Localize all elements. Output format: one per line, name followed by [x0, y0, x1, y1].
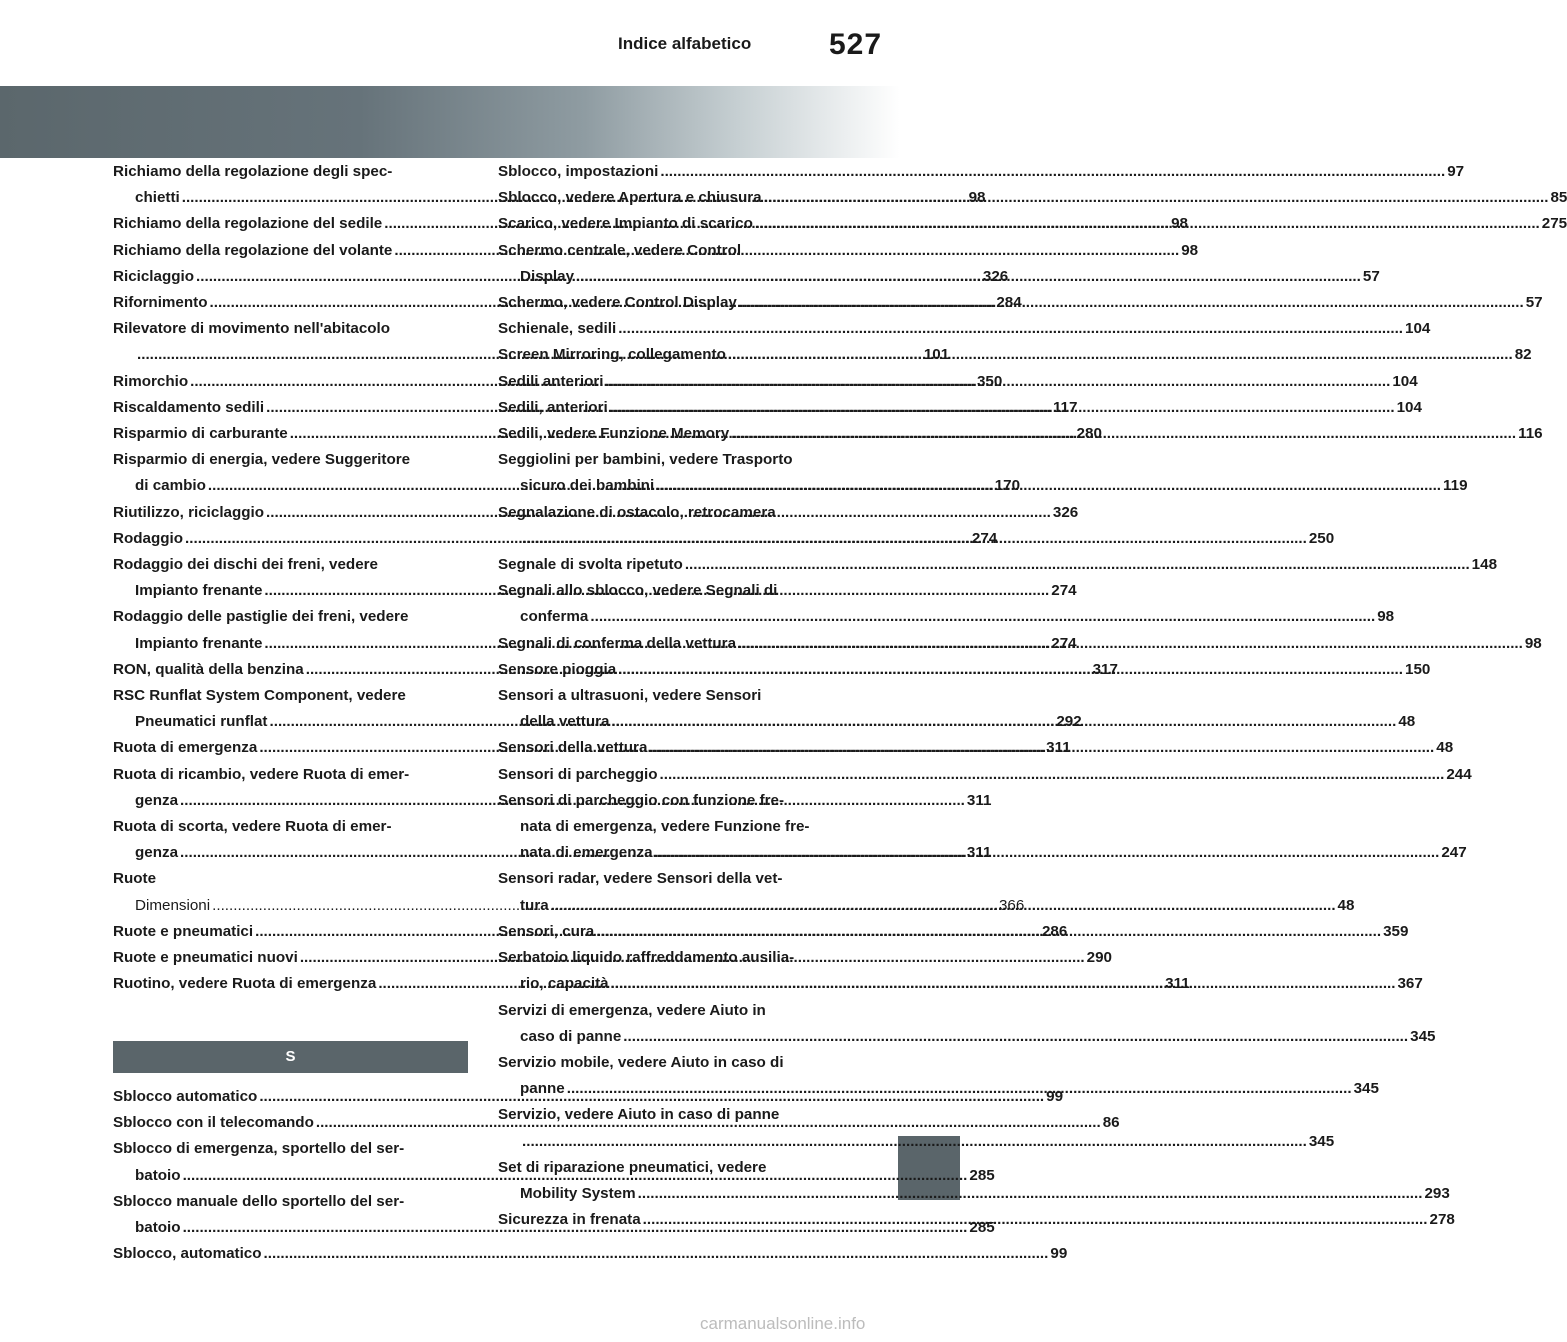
index-entry-label: Richiamo della regolazione del sedile — [113, 215, 383, 233]
index-entry-label: genza — [135, 844, 179, 862]
index-page-ref: 101 — [923, 346, 950, 364]
index-entry-label: Ruota di emergenza — [113, 739, 258, 757]
index-leader-dots — [606, 369, 1391, 395]
index-entry-label: Sedili anteriori — [498, 372, 604, 390]
watermark: carmanualsonline.info — [700, 1314, 866, 1333]
index-entry-label: Rodaggio — [113, 529, 184, 547]
index-entry — [498, 762, 1472, 788]
index-entry — [113, 526, 998, 552]
index-page-ref: 345 — [1353, 1080, 1379, 1098]
index-page-ref: 57 — [1525, 294, 1543, 312]
index-entry-label: Schienale, sedili — [498, 320, 617, 338]
index-page-ref: 48 — [1436, 739, 1454, 757]
index-entry-label: Sedili, vedere Funzione Memory — [498, 425, 730, 443]
index-entry-heading: Schermo centrale, vedere Control — [498, 241, 742, 259]
index-entry-label: di cambio — [135, 477, 206, 495]
index-entry-label: Ruote e pneumatici nuovi — [113, 949, 298, 967]
index-leader-dots — [755, 211, 1540, 237]
index-entry — [498, 604, 1395, 630]
index-leader-dots — [731, 421, 1516, 447]
index-leader-dots — [728, 342, 1513, 368]
index-entry-heading: Segnalazione di ostacolo, retrocamera — [498, 503, 776, 521]
index-leader-dots — [618, 316, 1403, 342]
index-entry-heading: Ruota di ricambio, vedere Ruota di emer- — [113, 765, 410, 783]
index-entry-label: Riutilizzo, riciclaggio — [113, 503, 265, 521]
index-entry-label: Ruotino, vedere Ruota di emergenza — [113, 975, 377, 993]
index-entry-heading: Rilevatore di movimento nell'abitacolo — [113, 320, 391, 338]
index-page-ref: 280 — [1076, 425, 1102, 443]
index-leader-dots — [611, 709, 1396, 735]
index-page-ref: 366 — [998, 896, 1025, 914]
index-entry-heading: Serbatoio liquido raffreddamento ausilia- — [498, 949, 795, 967]
index-page-ref: 274 — [1051, 582, 1077, 600]
index-entry-label: caso di panne — [520, 1027, 622, 1045]
index-leader-dots — [576, 264, 1361, 290]
index-entry-heading: nata di emergenza, vedere Funzione fre- — [520, 818, 810, 836]
index-page-ref: 345 — [1410, 1027, 1436, 1045]
index-entry-label: nata di emergenza — [520, 844, 653, 862]
index-entry — [498, 316, 1431, 342]
index-page-ref: 104 — [1396, 398, 1422, 416]
index-entry-label: Ruote e pneumatici — [113, 922, 254, 940]
index-page-ref: 85 — [1550, 189, 1567, 207]
index-entry — [498, 1181, 1450, 1207]
page-header — [0, 0, 960, 74]
index-page-ref: 150 — [1405, 660, 1431, 678]
index-entry — [498, 159, 1465, 185]
index-entry-label: Segnali di conferma della vettura — [498, 634, 737, 652]
index-page-ref: 98 — [968, 189, 986, 207]
index-entry-heading: Rodaggio dei dischi dei freni, vedere — [113, 556, 378, 574]
index-page-ref: 97 — [1447, 163, 1465, 180]
index-page-ref: 48 — [1337, 896, 1355, 914]
index-entry-label: Richiamo della regolazione del volante — [113, 241, 393, 259]
index-leader-dots — [656, 473, 1441, 499]
index-page-ref: 98 — [1181, 241, 1199, 259]
index-page-ref: 285 — [969, 1166, 995, 1184]
index-page-ref: 48 — [1398, 713, 1416, 731]
index-entry-label: della vettura — [520, 713, 610, 731]
index-entry-heading: Ruota di scorta, vedere Ruota di emer- — [113, 818, 392, 836]
index-leader-dots — [660, 762, 1445, 788]
index-leader-dots — [522, 526, 1307, 552]
index-page-ref: 275 — [1541, 215, 1567, 233]
index-page-ref: 148 — [1471, 556, 1498, 574]
index-entry-heading: Servizio, vedere Aiuto in caso di panne — [498, 1106, 780, 1124]
index-page-ref: 250 — [1308, 529, 1335, 547]
index-entry-heading: Risparmio di energia, vedere Suggeritore — [113, 451, 411, 469]
index-page-ref: 326 — [1052, 503, 1079, 521]
index-page-ref: 99 — [1046, 1088, 1064, 1105]
index-leader-dots — [610, 395, 1395, 421]
index-entry-label: Sensore pioggia — [498, 660, 617, 678]
index-entry-label: Risparmio di carburante — [113, 425, 288, 443]
index-leader-dots — [660, 159, 1445, 185]
index-entry-heading: Servizi di emergenza, vedere Aiuto in — [498, 1001, 766, 1019]
index-page-ref: 311 — [1046, 739, 1071, 757]
index-leader-dots — [551, 893, 1336, 919]
index-page-ref: 119 — [1443, 477, 1468, 495]
index-page-ref: 244 — [1446, 765, 1472, 783]
index-entry-label: conferma — [520, 608, 589, 626]
index-page-ref: 116 — [1518, 425, 1543, 443]
index-entry — [498, 552, 1498, 578]
index-entry-label: Sblocco con il telecomando — [113, 1114, 314, 1132]
page-title: Indice alfabetico — [618, 34, 752, 53]
index-page-ref: 104 — [1405, 320, 1431, 338]
index-entry-label: Sblocco, impostazioni — [498, 163, 659, 180]
index-page-ref: 290 — [1086, 949, 1112, 967]
index-leader-dots — [649, 735, 1434, 761]
index-leader-dots — [685, 552, 1470, 578]
index-entry-label: Sensori di parcheggio — [498, 765, 658, 783]
index-leader-dots — [596, 919, 1381, 945]
index-entry-label: tura — [520, 896, 549, 914]
index-page-ref: 117 — [1052, 398, 1078, 416]
index-entry-heading: Servizio mobile, vedere Aiuto in caso di — [498, 1053, 784, 1071]
index-entry-label: Impianto frenante — [135, 582, 263, 600]
index-page-ref: 170 — [994, 477, 1021, 495]
index-entry-label: batoio — [135, 1166, 181, 1184]
index-leader-dots — [638, 1181, 1423, 1207]
index-entry-label: Rimorchio — [113, 372, 189, 390]
index-entry-label: Rifornimento — [113, 294, 208, 312]
index-entry-label: Mobility System — [520, 1184, 636, 1202]
index-entry-label: batoio — [135, 1219, 181, 1237]
index-leader-dots — [264, 1241, 1049, 1267]
index-leader-dots — [522, 1129, 1307, 1155]
index-page-ref: 293 — [1424, 1184, 1450, 1202]
index-leader-dots — [738, 631, 1523, 657]
index-entry-heading: Segnali allo sblocco, vedere Segnali di — [498, 582, 778, 600]
index-entry-label: Sblocco automatico — [113, 1088, 258, 1105]
index-entry-label: Sedili, anteriori — [498, 398, 608, 416]
index-entry-label: Screen Mirroring, collegamento — [498, 346, 726, 364]
index-entry-label: Impianto frenante — [135, 634, 263, 652]
index-entry-heading: Sensori radar, vedere Sensori della vet- — [498, 870, 783, 888]
index-leader-dots — [739, 290, 1524, 316]
section-header-s: S — [113, 1041, 468, 1073]
header-band — [0, 86, 900, 158]
index-entry-label: Sblocco, automatico — [113, 1245, 262, 1263]
index-entry-heading: Rodaggio delle pastiglie dei freni, vedere — [113, 608, 409, 626]
index-page-ref: 99 — [1050, 1245, 1068, 1263]
index-page-ref: 292 — [1056, 713, 1082, 731]
index-page-ref: 104 — [1392, 372, 1418, 390]
index-entry — [498, 1024, 1436, 1050]
index-entry-label: genza — [135, 791, 179, 809]
index-entry-heading: Ruote — [113, 870, 157, 888]
index-page-ref: 57 — [1362, 267, 1380, 285]
index-page-ref: 98 — [1524, 634, 1542, 652]
index-leader-dots — [643, 1207, 1428, 1233]
index-entry-label: Pneumatici runflat — [135, 713, 268, 731]
index-page-ref: 359 — [1383, 922, 1409, 940]
index-page-ref: 98 — [1377, 608, 1395, 626]
page-number: 527 — [829, 28, 883, 61]
index-entry-heading: Sensori a ultrasuoni, vedere Sensori — [498, 687, 762, 705]
index-page-ref: 286 — [1041, 922, 1068, 940]
index-entry-heading: Sblocco manuale dello sportello del ser- — [113, 1192, 405, 1210]
index-entry-label: Scarico, vedere Impianto di scarico — [498, 215, 753, 233]
index-page-ref: 345 — [1308, 1132, 1335, 1150]
index-page-ref: 326 — [982, 267, 1009, 285]
index-entry-heading: RSC Runflat System Component, vedere — [113, 687, 406, 705]
index-leader-dots — [655, 840, 1440, 866]
index-page-ref: 82 — [1514, 346, 1532, 364]
index-entry-heading: Richiamo della regolazione degli spec- — [113, 163, 393, 180]
index-page-ref: 311 — [966, 791, 992, 809]
index-entry-label: Display — [520, 267, 575, 285]
index-page-ref: 367 — [1397, 975, 1423, 993]
index-entry — [498, 1129, 1335, 1155]
index-entry-label: Riscaldamento sedili — [113, 398, 265, 416]
index-page-ref: 311 — [1165, 975, 1190, 993]
index-page-ref: 311 — [966, 844, 992, 862]
index-leader-dots — [567, 1076, 1352, 1102]
index-page-ref: 285 — [969, 1219, 995, 1237]
index-entry-label: sicuro dei bambini — [520, 477, 655, 495]
index-entry-label: Sblocco, vedere Apertura e chiusura — [498, 189, 762, 207]
index-entry-label: Sensori della vettura — [498, 739, 648, 757]
index-leader-dots — [764, 185, 1549, 211]
index-entry-label: Sicurezza in frenata — [498, 1211, 641, 1229]
index-entry — [113, 1241, 1068, 1267]
index-entry-label: Schermo, vedere Control Display — [498, 294, 737, 312]
index-entry-label: RON, qualità della benzina — [113, 660, 304, 678]
index-page-ref: 317 — [1092, 660, 1118, 678]
index-entry-label: rio, capacità — [520, 975, 609, 993]
index-leader-dots — [623, 1024, 1408, 1050]
index-leader-dots — [590, 604, 1375, 630]
index-entry-label: Segnale di svolta ripetuto — [498, 556, 683, 574]
index-page-ref: 350 — [976, 372, 1003, 390]
index-entry-heading: Sensori di parcheggio con funzione fre- — [498, 791, 785, 809]
index-entry-label: chietti — [135, 189, 180, 207]
index-leader-dots — [611, 971, 1396, 997]
index-entry-heading: Sblocco di emergenza, sportello del ser- — [113, 1140, 405, 1158]
index-page-ref: 247 — [1441, 844, 1467, 862]
index-page-ref: 86 — [1102, 1114, 1120, 1132]
index-page-ref: 278 — [1429, 1211, 1455, 1229]
index-page-ref: 98 — [1171, 215, 1188, 233]
index-leader-dots — [618, 657, 1403, 683]
index-entry-label: Riciclaggio — [113, 267, 195, 285]
index-entry-heading: Seggiolini per bambini, vedere Trasporto — [498, 451, 793, 469]
index-entry-label: Sensori, cura — [498, 922, 595, 940]
index-page-ref: 274 — [971, 529, 998, 547]
index-entry-label: panne — [520, 1080, 565, 1098]
index-entry-label: Dimensioni — [135, 896, 211, 914]
index-page-ref: 284 — [996, 294, 1022, 312]
index-page-ref: 274 — [1051, 634, 1077, 652]
index-entry-heading: Set di riparazione pneumatici, vedere — [498, 1158, 767, 1176]
